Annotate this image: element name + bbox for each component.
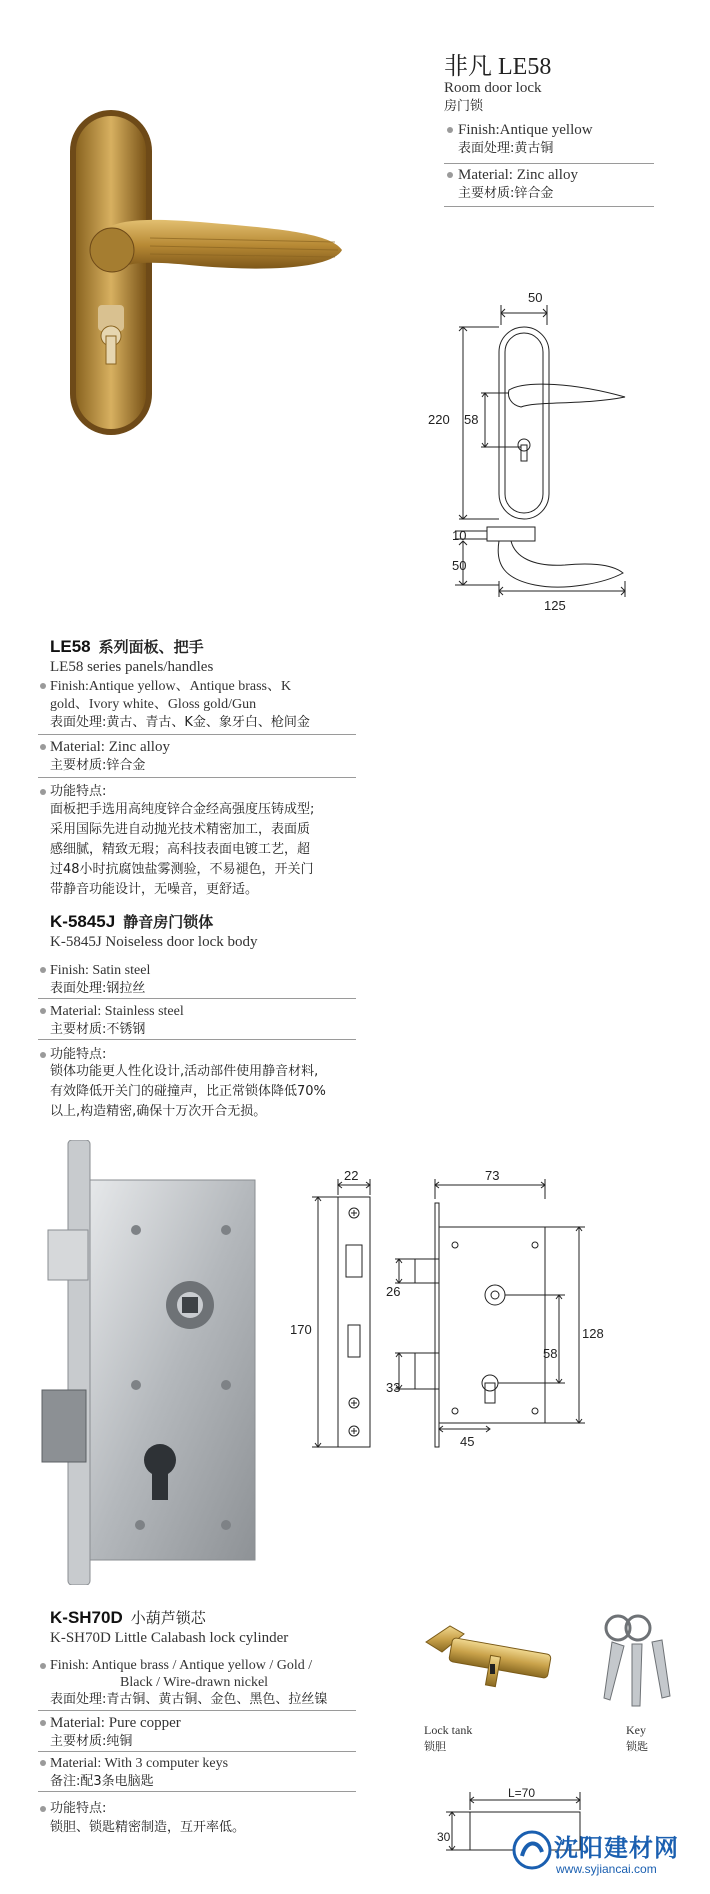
- le58-handle-photo: [70, 110, 350, 435]
- le58-dim-spacing: 58: [464, 412, 479, 427]
- feature-line: 以上,构造精密,确保十万次开合无损。: [50, 1104, 267, 1119]
- ksh70d-dim-length: L=70: [508, 1786, 536, 1800]
- bullet-icon: [40, 683, 46, 689]
- divider: [38, 1710, 356, 1711]
- le58-material-cn: 主要材质:锌合金: [458, 186, 554, 201]
- watermark-logo: [512, 1826, 702, 1888]
- bullet-icon: [40, 1008, 46, 1014]
- ksh70d-dim-height: 30: [437, 1830, 451, 1844]
- le58-series-material-cn: 主要材质:锌合金: [50, 758, 146, 773]
- le58-series-finish-en-2: gold、Ivory white、Gloss gold/Gun: [50, 697, 257, 712]
- bullet-icon: [40, 1806, 46, 1812]
- k5845j-dim-bolt: 33: [386, 1380, 401, 1395]
- ksh70d-features-label: 功能特点:: [50, 1801, 107, 1816]
- le58-series-finish-cn: 表面处理:黄古、青古、K金、象牙白、枪间金: [50, 715, 310, 730]
- le58-series-finish-en-1: Finish:Antique yellow、Antique brass、K: [50, 679, 292, 694]
- logo-emblem-icon: [512, 1830, 552, 1870]
- le58-brand-title: 非凡 LE58: [444, 54, 552, 80]
- divider: [444, 163, 654, 164]
- k5845j-dim-backset: 45: [460, 1434, 475, 1449]
- key-label-en: Key: [626, 1723, 646, 1737]
- k5845j-finish-en: Finish: Satin steel: [50, 963, 151, 978]
- le58-series-material-en: Material: Zinc alloy: [50, 739, 170, 755]
- lock-tank-label-cn: 锁胆: [424, 1740, 446, 1753]
- le58-series-title-en: LE58 series panels/handles: [50, 659, 214, 675]
- divider: [444, 206, 654, 207]
- divider: [38, 777, 356, 778]
- divider: [38, 1751, 356, 1752]
- k5845j-finish-cn: 表面处理:钢拉丝: [50, 981, 146, 996]
- lock-tank-label-en: Lock tank: [424, 1723, 473, 1737]
- le58-dimension-drawing: [425, 295, 645, 630]
- feature-line: 锁体功能更人性化设计,活动部件使用静音材料,: [50, 1064, 319, 1079]
- k5845j-title-en: K-5845J Noiseless door lock body: [50, 934, 258, 950]
- bullet-icon: [40, 1760, 46, 1766]
- ksh70d-finish-en-1: Finish: Antique brass / Antique yellow / Gold /: [50, 1658, 313, 1673]
- ksh70d-material-cn: 主要材质:纯铜: [50, 1734, 133, 1749]
- feature-line: 采用国际先进自动抛光技术精密加工，表面质: [50, 822, 311, 837]
- ksh70d-title: K-SH70D 小葫芦锁芯: [50, 1608, 206, 1627]
- watermark-url: www.syjiancai.com: [556, 1862, 657, 1876]
- le58-name-cn: 房门锁: [444, 99, 484, 114]
- ksh70d-keys-photo: [596, 1612, 676, 1712]
- k5845j-features: [50, 1062, 326, 1122]
- ksh70d-keys-en: Material: With 3 computer keys: [50, 1756, 229, 1771]
- k5845j-material-cn: 主要材质:不锈钢: [50, 1022, 146, 1037]
- divider: [38, 1791, 356, 1792]
- bullet-icon: [40, 1663, 46, 1669]
- k5845j-dim-width: 22: [344, 1168, 359, 1183]
- k5845j-title: K-5845J 静音房门锁体: [50, 912, 214, 931]
- le58-material-en: Material: Zinc alloy: [458, 167, 578, 183]
- feature-line: 面板把手选用高纯度锌合金经高强度压铸成型;: [50, 802, 315, 817]
- bullet-icon: [447, 172, 453, 178]
- bullet-icon: [40, 744, 46, 750]
- le58-finish-en: Finish:Antique yellow: [458, 122, 593, 138]
- ksh70d-material-en: Material: Pure copper: [50, 1715, 181, 1731]
- k5845j-dim-latch: 26: [386, 1284, 401, 1299]
- k5845j-lock-body-photo: [40, 1140, 265, 1585]
- divider: [38, 998, 356, 999]
- feature-line: 锁胆、锁匙精密制造，互开率低。: [50, 1820, 246, 1835]
- k5845j-faceplate-drawing: [290, 1175, 400, 1455]
- watermark-logo-text: 沈阳建材网: [554, 1834, 679, 1862]
- ksh70d-keys-cn: 备注:配3条电脑匙: [50, 1774, 154, 1789]
- k5845j-dim-depth: 73: [485, 1168, 500, 1183]
- k5845j-dim-centers: 58: [543, 1346, 558, 1361]
- k5845j-dim-height: 170: [290, 1322, 312, 1337]
- le58-features: [50, 800, 314, 900]
- bullet-icon: [40, 967, 46, 973]
- bullet-icon: [40, 789, 46, 795]
- bullet-icon: [40, 1720, 46, 1726]
- ksh70d-finish-cn: 表面处理:青古铜、黄古铜、金色、黑色、拉丝镍: [50, 1692, 328, 1707]
- feature-line: 过48小时抗腐蚀盐雾测验，不易褪色，开关门: [50, 862, 314, 877]
- feature-line: 带静音功能设计，无噪音，更舒适。: [50, 882, 259, 897]
- k5845j-features-label: 功能特点:: [50, 1047, 107, 1062]
- k5845j-side-drawing: [395, 1175, 595, 1455]
- ksh70d-finish-en-2: Black / Wire-drawn nickel: [120, 1675, 269, 1690]
- k5845j-dim-body-height: 128: [582, 1326, 604, 1341]
- le58-dim-width: 50: [528, 290, 543, 305]
- le58-dim-length: 125: [544, 598, 566, 613]
- ksh70d-cylinder-photo: [420, 1612, 560, 1702]
- ksh70d-title-en: K-SH70D Little Calabash lock cylinder: [50, 1630, 289, 1646]
- le58-dim-projection: 50: [452, 558, 467, 573]
- le58-name-en: Room door lock: [444, 80, 542, 96]
- key-label-cn: 锁匙: [626, 1740, 648, 1753]
- le58-dim-height: 220: [428, 412, 450, 427]
- le58-features-label: 功能特点:: [50, 784, 107, 799]
- feature-line: 有效降低开关门的碰撞声，比正常锁体降低70%: [50, 1084, 326, 1099]
- bullet-icon: [40, 1052, 46, 1058]
- le58-series-title: LE58 系列面板、把手: [50, 637, 204, 656]
- le58-finish-cn: 表面处理:黄古铜: [458, 141, 554, 156]
- k5845j-material-en: Material: Stainless steel: [50, 1004, 184, 1019]
- feature-line: 感细腻，精致无瑕；高科技表面电镀工艺，超: [50, 842, 311, 857]
- bullet-icon: [447, 127, 453, 133]
- le58-dim-offset: 10: [452, 528, 467, 543]
- divider: [38, 734, 356, 735]
- divider: [38, 1039, 356, 1040]
